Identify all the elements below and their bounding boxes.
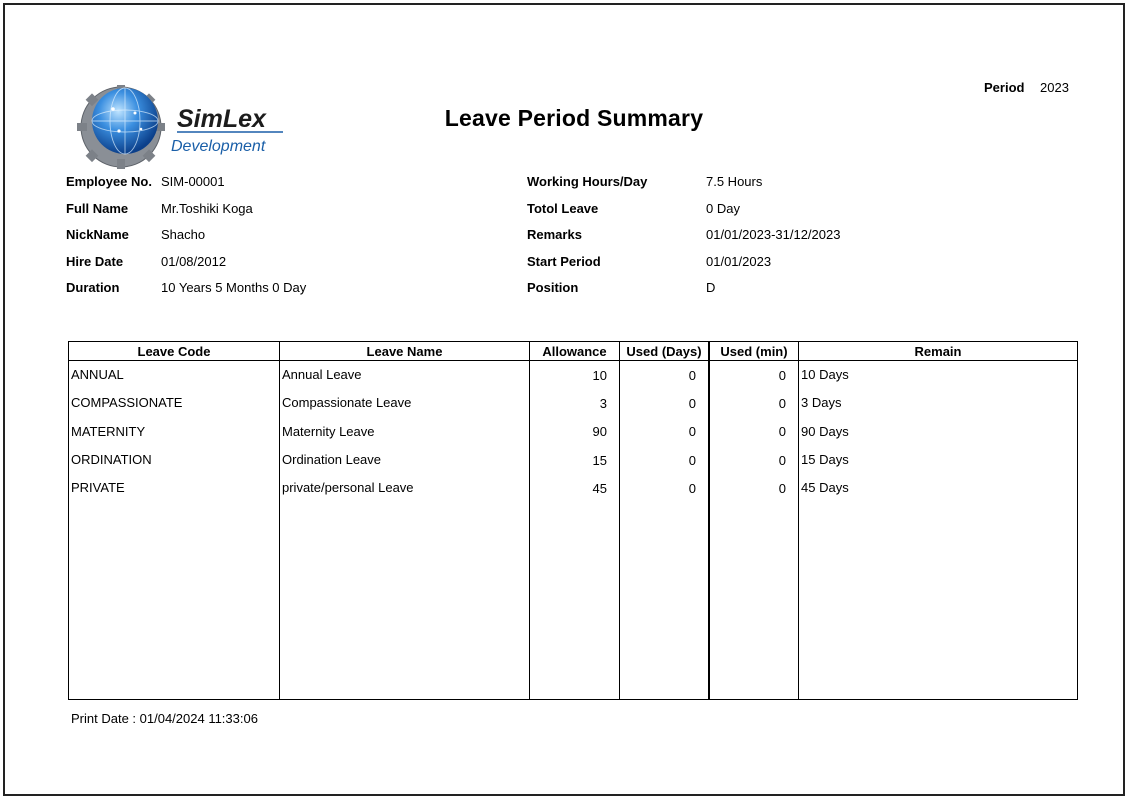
cell-remain: 10 Days: [801, 367, 849, 382]
cell-leave-code: ANNUAL: [71, 367, 124, 382]
start-period-value: 01/01/2023: [706, 254, 772, 269]
header-used-days: Used (Days): [626, 344, 702, 359]
cell-leave-code: COMPASSIONATE: [71, 395, 183, 410]
header-allowance: Allowance: [542, 344, 607, 359]
header-leave-code: Leave Code: [137, 344, 211, 359]
cell-leave-name: Annual Leave: [282, 367, 362, 382]
logo-brand-top: SimLex: [177, 105, 266, 133]
total-leave-value: 0 Day: [706, 201, 740, 216]
start-period-label: Start Period: [527, 254, 601, 269]
employee-no-label: Employee No.: [66, 174, 152, 189]
logo-brand-bottom: Development: [171, 138, 266, 155]
header-leave-name: Leave Name: [366, 344, 443, 359]
report-page: [3, 3, 1125, 796]
period-label: Period: [984, 80, 1025, 95]
period-value: 2023: [1040, 80, 1069, 95]
cell-allowance: 10: [592, 368, 607, 383]
page-title: Leave Period Summary: [444, 105, 704, 131]
cell-leave-code: PRIVATE: [71, 480, 125, 495]
cell-leave-name: private/personal Leave: [282, 480, 414, 495]
cell-used-min: 0: [778, 396, 786, 411]
full-name-label: Full Name: [66, 201, 129, 216]
cell-used-days: 0: [688, 453, 696, 468]
cell-allowance: 3: [599, 396, 607, 411]
nickname-label: NickName: [66, 227, 129, 242]
cell-used-days: 0: [688, 368, 696, 383]
working-hours-label: Working Hours/Day: [527, 174, 648, 189]
leave-table: [68, 341, 1078, 700]
cell-remain: 15 Days: [801, 452, 849, 467]
header-remain: Remain: [914, 344, 962, 359]
duration-label: Duration: [66, 280, 120, 295]
cell-leave-name: Compassionate Leave: [282, 395, 412, 410]
cell-used-min: 0: [778, 481, 786, 496]
remarks-label: Remarks: [527, 227, 582, 242]
total-leave-label: Totol Leave: [527, 201, 599, 216]
cell-remain: 3 Days: [801, 395, 842, 410]
employee-no-value: SIM-00001: [161, 174, 225, 189]
cell-used-days: 0: [688, 424, 696, 439]
hire-date-value: 01/08/2012: [161, 254, 227, 269]
duration-value: 10 Years 5 Months 0 Day: [161, 280, 307, 295]
cell-leave-code: MATERNITY: [71, 424, 146, 439]
cell-leave-name: Ordination Leave: [282, 452, 382, 467]
working-hours-value: 7.5 Hours: [706, 174, 763, 189]
hire-date-label: Hire Date: [66, 254, 124, 269]
cell-leave-name: Maternity Leave: [282, 424, 375, 439]
print-date: Print Date : 01/04/2024 11:33:06: [71, 711, 258, 726]
simlex-logo: [73, 85, 288, 171]
position-label: Position: [527, 280, 579, 295]
nickname-value: Shacho: [161, 227, 206, 242]
cell-allowance: 90: [592, 424, 607, 439]
header-used-min: Used (min): [720, 344, 788, 359]
cell-used-min: 0: [778, 368, 786, 383]
cell-allowance: 45: [592, 481, 607, 496]
remarks-value: 01/01/2023-31/12/2023: [706, 227, 841, 242]
cell-allowance: 15: [592, 453, 607, 468]
cell-used-min: 0: [778, 424, 786, 439]
cell-used-min: 0: [778, 453, 786, 468]
cell-used-days: 0: [688, 396, 696, 411]
full-name-value: Mr.Toshiki Koga: [161, 201, 253, 216]
globe-icon: [92, 88, 158, 154]
position-value: D: [706, 280, 716, 295]
cell-leave-code: ORDINATION: [71, 452, 152, 467]
cell-used-days: 0: [688, 481, 696, 496]
cell-remain: 90 Days: [801, 424, 849, 439]
cell-remain: 45 Days: [801, 480, 849, 495]
